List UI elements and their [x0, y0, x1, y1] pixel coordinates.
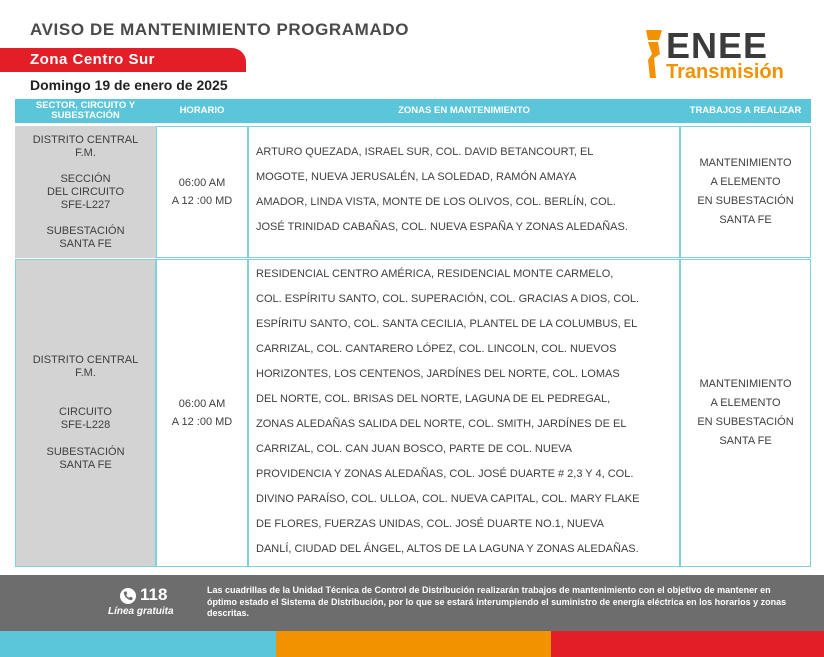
column-header-zones: ZONAS EN MANTENIMIENTO: [398, 105, 530, 116]
sector-line: DEL CIRCUITO: [46, 185, 124, 198]
sector-line: SANTA FE: [59, 237, 112, 250]
logo-subtitle: Transmisión: [666, 61, 784, 83]
phone-icon: [120, 588, 136, 604]
column-header-schedule: HORARIO: [179, 105, 225, 116]
zone-line: PROVIDENCIA Y ZONAS ALEDAÑAS, COL. JOSÉ DUARTE # 2,3 Y 4, COL.: [256, 468, 634, 480]
schedule-cell: [156, 259, 248, 567]
zone-line: DIVINO PARAÍSO, COL. ULLOA, COL. NUEVA CAPITAL, COL. MARY FLAKE: [256, 493, 640, 505]
work-line: A ELEMENTO: [710, 397, 781, 409]
stripe-cyan: [0, 631, 276, 657]
work-line: SANTA FE: [719, 435, 772, 447]
zone-line: ARTURO QUEZADA, ISRAEL SUR, COL. DAVID BETANCOURT, EL: [256, 146, 594, 158]
sector-line: DISTRITO CENTRAL: [32, 133, 139, 146]
sector-line: SECCIÓN: [60, 172, 111, 185]
zone-line: ESPÍRITU SANTO, COL. SANTA CECILIA, PLANTEL DE LA COLUMBUS, EL: [256, 318, 638, 330]
sector-cell: [15, 259, 156, 567]
work-line: A ELEMENTO: [710, 176, 781, 188]
zone-label: Zona Centro Sur: [30, 51, 156, 68]
zone-line: CARRIZAL, COL. CANTARERO LÓPEZ, COL. LINCOLN, COL. NUEVOS: [256, 343, 617, 355]
schedule-start: 06:00 AM: [178, 398, 226, 410]
hotline-number: 118: [140, 585, 168, 604]
schedule-cell: [156, 126, 248, 258]
schedule-end: A 12 :00 MD: [171, 195, 233, 207]
column-header-work: TRABAJOS A REALIZAR: [689, 105, 802, 116]
sector-line: DISTRITO CENTRAL: [32, 354, 139, 366]
sector-line: SFE-L228: [60, 419, 111, 431]
zone-line: CARRIZAL, COL. CAN JUAN BOSCO, PARTE DE COL. NUEVA: [256, 443, 573, 455]
sector-line: SANTA FE: [59, 459, 112, 471]
footer-notice: Las cuadrillas de la Unidad Técnica de Control de Distribución realizarán trabajos de mantenimiento con el objetivo de mantener en óptimo estado el Sistema de Distribución, por lo que se estará interumpiendo el suministro de energía eléctrica en los horarios y zonas descritas.: [207, 585, 787, 618]
schedule-start: 06:00 AM: [178, 177, 226, 189]
table-header: [15, 99, 811, 123]
stripe-orange: [276, 631, 551, 657]
zone-line: DEL NORTE, COL. BRISAS DEL NORTE, LAGUNA DE EL PEDREGAL,: [256, 393, 611, 405]
zones-cell: [248, 259, 680, 567]
sector-line: F.M.: [75, 146, 96, 159]
column-header-sector: SECTOR, CIRCUITO Y SUBESTACIÓN: [35, 100, 136, 121]
sector-line: SUBESTACIÓN: [46, 224, 125, 237]
zone-line: ZONAS ALEDAÑAS SALIDA DEL NORTE, COL. SMITH, JARDÍNES DE EL: [256, 418, 627, 430]
work-line: MANTENIMIENTO: [699, 157, 792, 169]
zone-line: HORIZONTES, LOS CENTENOS, JARDÍNES DEL NORTE, COL. LOMAS: [256, 368, 620, 380]
hotline[interactable]: [108, 587, 188, 621]
zone-line: RESIDENCIAL CENTRO AMÉRICA, RESIDENCIAL MONTE CARMELO,: [256, 268, 614, 280]
sector-line: SUBESTACIÓN: [46, 446, 125, 458]
work-line: MANTENIMIENTO: [699, 378, 792, 390]
schedule-end: A 12 :00 MD: [171, 416, 233, 428]
work-cell: [680, 126, 811, 258]
work-line: EN SUBESTACIÓN: [697, 416, 794, 428]
zones-cell: [248, 126, 680, 258]
zone-line: JOSÉ TRINIDAD CABAÑAS, COL. NUEVA ESPAÑA Y ZONAS ALEDAÑAS.: [256, 221, 628, 233]
zone-line: DE FLORES, FUERZAS UNIDAS, COL. JOSÉ DUARTE NO.1, NUEVA: [256, 518, 604, 530]
enee-logo: [644, 25, 814, 84]
logo-wordmark: ENEE: [666, 25, 769, 66]
sector-line: SFE-L227: [60, 198, 111, 211]
zone-line: MOGOTE, NUEVA JERUSALÉN, LA SOLEDAD, RAMÓN AMAYA: [256, 171, 577, 183]
zone-line: COL. ESPÍRITU SANTO, COL. SUPERACIÓN, COL. GRACIAS A DIOS, COL.: [256, 293, 640, 305]
page-title: AVISO DE MANTENIMIENTO PROGRAMADO: [30, 20, 410, 39]
sector-cell: [15, 126, 156, 258]
zone-line: DANLÍ, CIUDAD DEL ÁNGEL, ALTOS DE LA LAGUNA Y ZONAS ALEDAÑAS.: [256, 543, 639, 555]
sector-line: CIRCUITO: [59, 406, 112, 418]
work-cell: [680, 259, 811, 567]
work-line: SANTA FE: [719, 214, 772, 226]
stripe-red: [551, 631, 824, 657]
enee-logo-icon: [644, 28, 666, 84]
zone-line: AMADOR, LINDA VISTA, MONTE DE LOS OLIVOS, COL. BERLÍN, COL.: [256, 196, 616, 208]
work-line: EN SUBESTACIÓN: [697, 195, 794, 207]
sector-line: F.M.: [75, 367, 96, 379]
notice-date: Domingo 19 de enero de 2025: [30, 77, 228, 93]
hotline-label: Línea gratuita: [108, 606, 174, 617]
